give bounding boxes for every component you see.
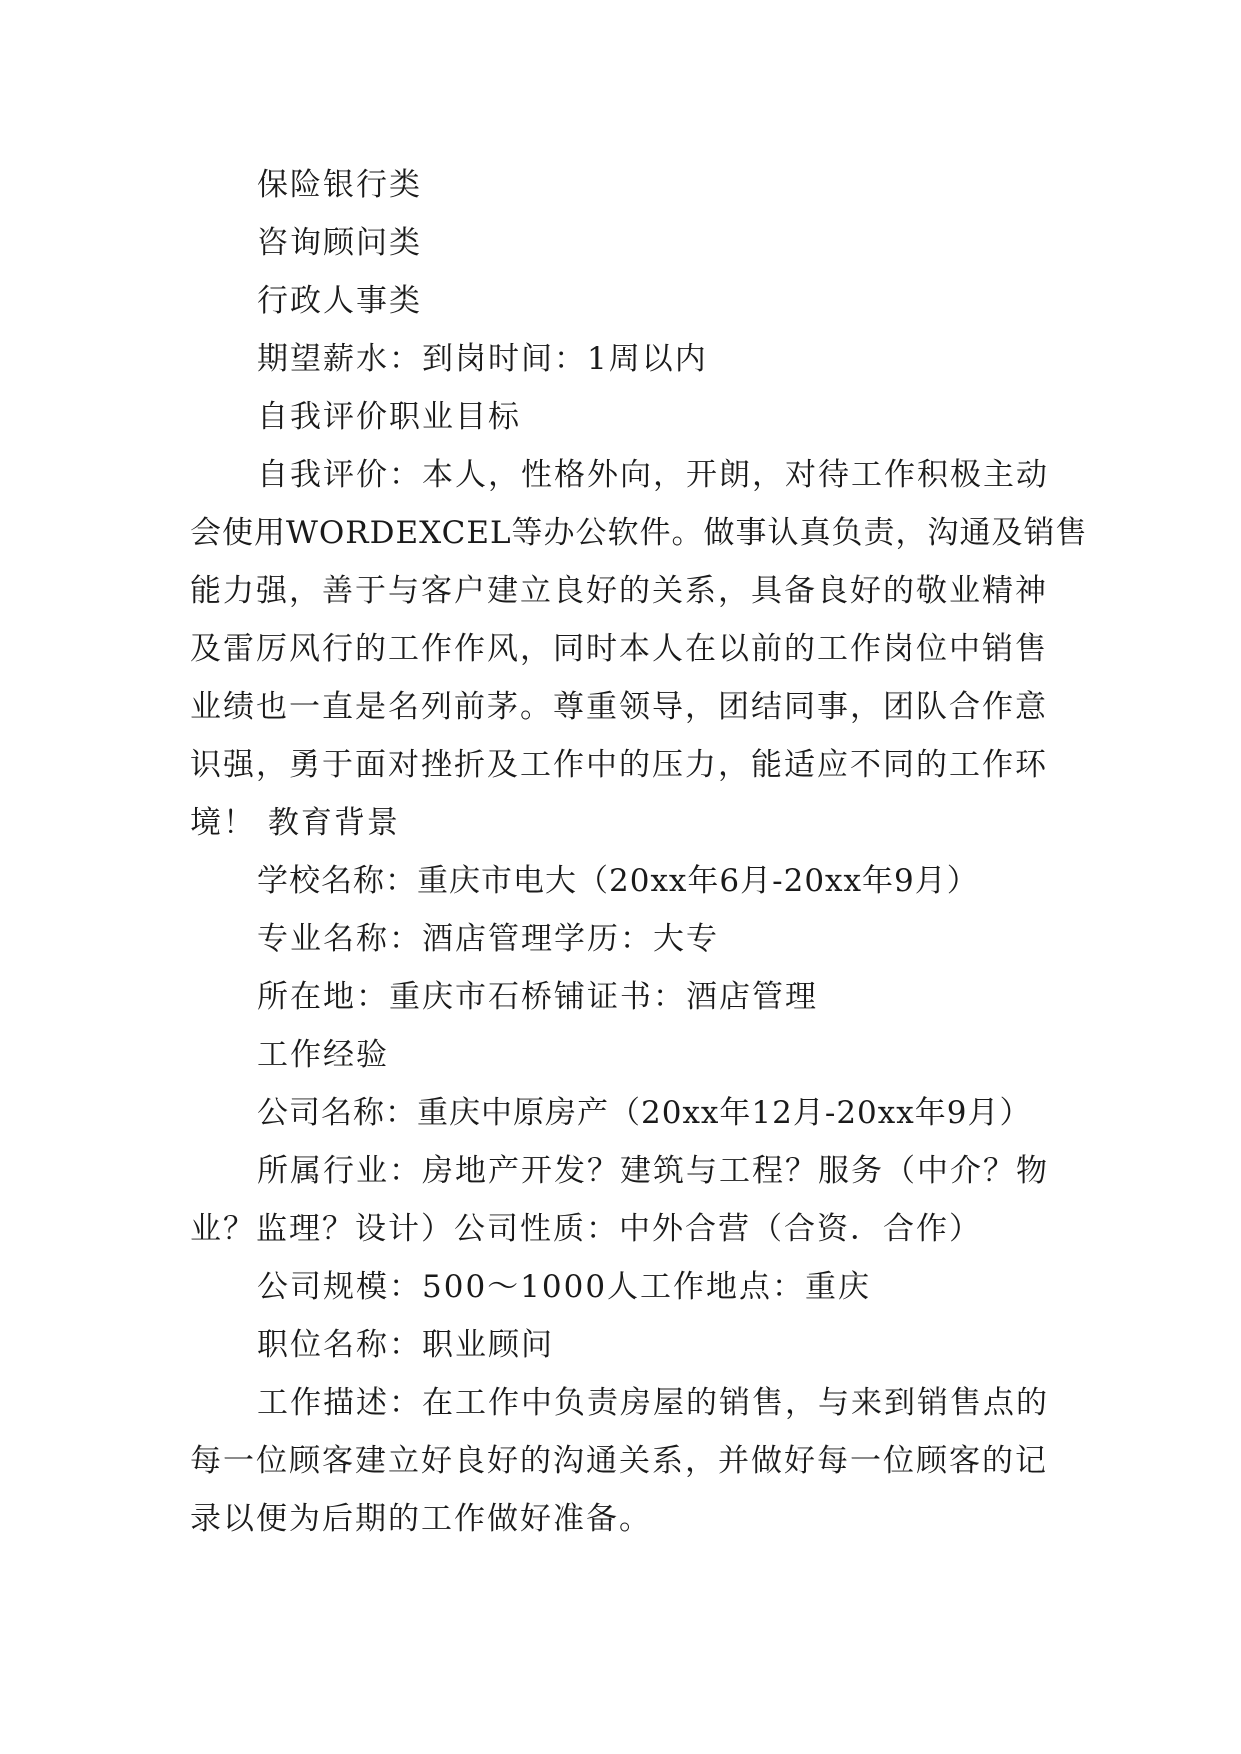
text-line: 公司名称：重庆中原房产（20xx年12月-20xx年9月） (257, 1095, 1032, 1131)
text-line: 行政人事类 (257, 283, 422, 319)
text-line: 专业名称：酒店管理学历：大专 (257, 921, 719, 957)
text-line: 自我评价：本人，性格外向，开朗，对待工作积极主动 (257, 457, 1049, 493)
text-line: 期望薪水：到岗时间：1周以内 (257, 341, 708, 377)
text-line: 职位名称：职业顾问 (257, 1327, 554, 1363)
text-line: 咨询顾问类 (257, 225, 422, 261)
text-line: 能力强，善于与客户建立良好的关系，具备良好的敬业精神 (190, 573, 1048, 609)
text-line: 业绩也一直是名列前茅。尊重领导，团结同事，团队合作意 (190, 689, 1048, 725)
document-body (190, 156, 1088, 1548)
section-heading: 自我评价职业目标 (257, 399, 521, 435)
text-line: 业？监理？设计）公司性质：中外合营（合资．合作） (190, 1211, 982, 1247)
text-line: 公司规模：500～1000人工作地点：重庆 (257, 1269, 872, 1305)
text-line: 工作描述：在工作中负责房屋的销售，与来到销售点的 (257, 1385, 1049, 1421)
section-heading: 工作经验 (257, 1037, 389, 1073)
text-line: 及雷厉风行的工作作风，同时本人在以前的工作岗位中销售 (190, 631, 1048, 667)
text-line: 所属行业：房地产开发？建筑与工程？服务（中介？物 (257, 1153, 1049, 1189)
text-line: 录以便为后期的工作做好准备。 (190, 1501, 652, 1537)
text-line: 每一位顾客建立好良好的沟通关系，并做好每一位顾客的记 (190, 1443, 1048, 1479)
text-line: 识强，勇于面对挫折及工作中的压力，能适应不同的工作环 (190, 747, 1048, 783)
text-line: 境！ 教育背景 (190, 805, 400, 841)
text-line: 学校名称：重庆市电大（20xx年6月-20xx年9月） (257, 863, 979, 899)
text-line: 所在地：重庆市石桥铺证书：酒店管理 (257, 979, 818, 1015)
text-line: 会使用WORDEXCEL等办公软件。做事认真负责，沟通及销售 (190, 515, 1088, 551)
text-line: 保险银行类 (257, 167, 422, 203)
